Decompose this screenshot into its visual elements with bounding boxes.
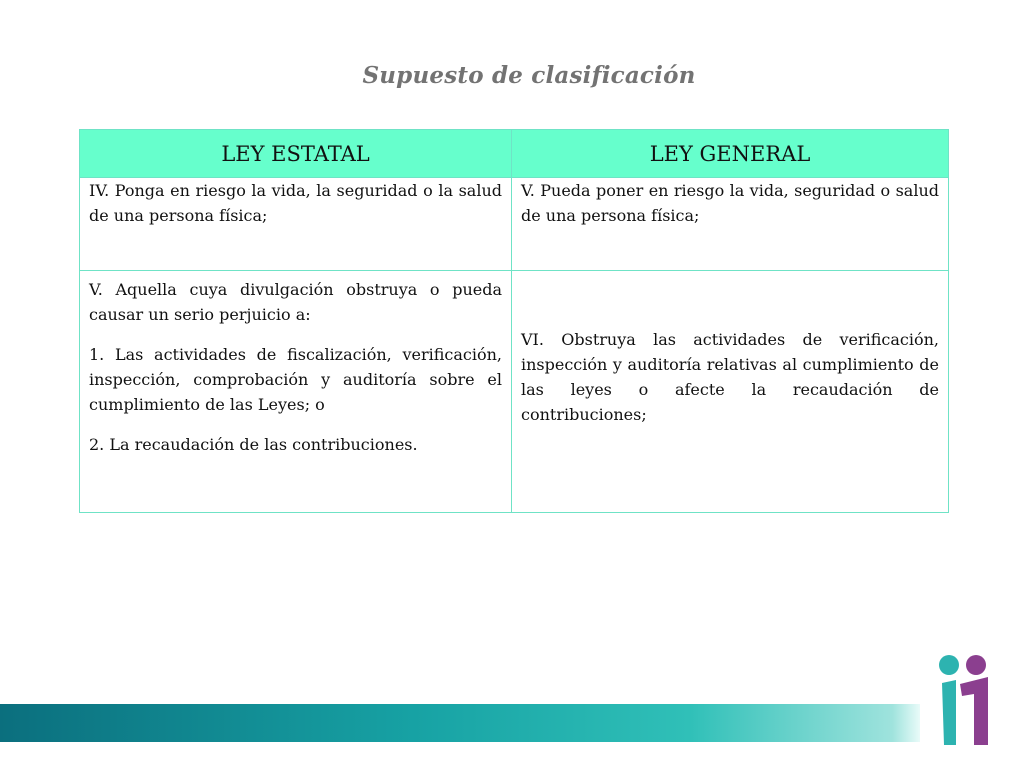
cell-paragraph: 2. La recaudación de las contribuciones.	[89, 435, 418, 454]
table-cell-general	[512, 271, 949, 513]
cell-paragraph: 1. Las actividades de fiscalización, verificación, inspección, comprobación y auditoría sobre el cumplimiento de las Leyes; o	[89, 345, 502, 414]
slide-title: Supuesto de clasificación	[362, 62, 696, 89]
footer-band	[0, 704, 920, 742]
table-cell-estatal	[80, 178, 512, 271]
table-header-row	[80, 130, 949, 178]
comparison-table	[79, 129, 949, 513]
header-ley-estatal: LEY ESTATAL	[80, 130, 512, 178]
cell-paragraph: VI. Obstruya las actividades de verificación, inspección y auditoría relativas al cumplimiento de las leyes o afecte la recaudación de contribuciones;	[521, 329, 939, 424]
header-ley-general: LEY GENERAL	[512, 130, 949, 178]
table-row	[80, 271, 949, 513]
ii-logo-icon	[936, 650, 996, 750]
table-row	[80, 178, 949, 271]
cell-paragraph: V. Pueda poner en riesgo la vida, seguridad o salud de una persona física;	[521, 181, 939, 225]
table-cell-general	[512, 178, 949, 271]
table-cell-estatal	[80, 271, 512, 513]
cell-paragraph: V. Aquella cuya divulgación obstruya o pueda causar un serio perjuicio a:	[89, 280, 502, 324]
cell-paragraph: IV. Ponga en riesgo la vida, la seguridad o la salud de una persona física;	[89, 181, 502, 225]
